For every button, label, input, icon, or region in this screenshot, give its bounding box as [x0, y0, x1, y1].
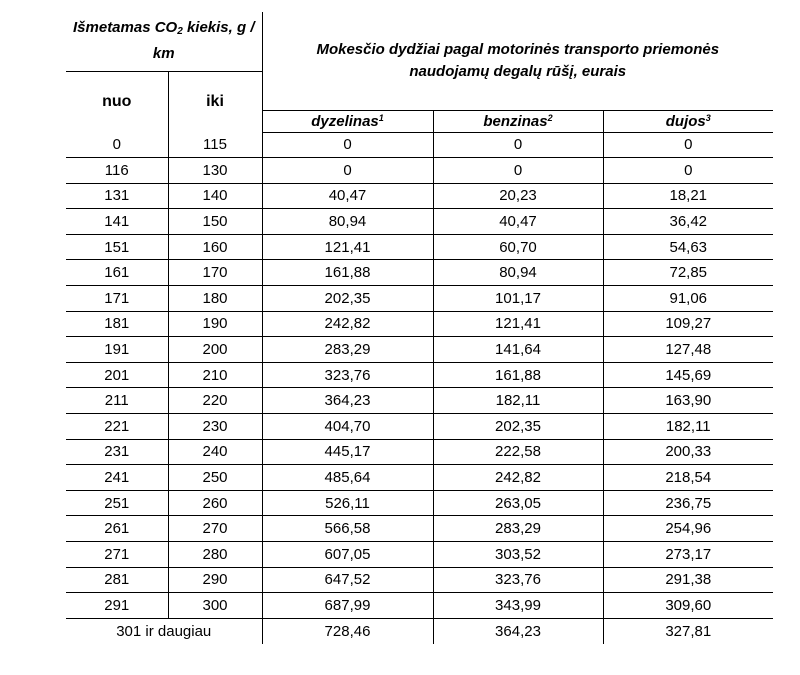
petrol-rate: 0	[433, 158, 603, 184]
table-row	[66, 286, 773, 312]
petrol-rate: 0	[433, 132, 603, 158]
range-to: 270	[168, 516, 262, 542]
tax-rates-title: Mokesčio dydžiai pagal motorinės transporto priemonės naudojamų degalų rūšį, eurais	[262, 12, 773, 110]
gas-rate: 145,69	[603, 362, 773, 388]
range-from: 116	[66, 158, 168, 184]
table-row	[66, 388, 773, 414]
petrol-rate: 242,82	[433, 465, 603, 491]
range-to: 210	[168, 362, 262, 388]
range-to: 300	[168, 593, 262, 619]
fuel-petrol: benzinas$^2$	[433, 110, 603, 132]
gas-rate: 200,33	[603, 439, 773, 465]
diesel-rate: 687,99	[262, 593, 433, 619]
petrol-rate: 263,05	[433, 490, 603, 516]
range-to: 220	[168, 388, 262, 414]
co2-tax-table	[66, 12, 773, 644]
petrol-rate: 283,29	[433, 516, 603, 542]
range-from: 171	[66, 286, 168, 312]
range-to: 180	[168, 286, 262, 312]
petrol-rate: 20,23	[433, 183, 603, 209]
table-footer	[66, 618, 773, 644]
diesel-rate: 566,58	[262, 516, 433, 542]
gas-rate: 254,96	[603, 516, 773, 542]
table-header	[66, 12, 773, 132]
range-to: 140	[168, 183, 262, 209]
range-from: 221	[66, 414, 168, 440]
diesel-rate: 80,94	[262, 209, 433, 235]
petrol-rate: 101,17	[433, 286, 603, 312]
diesel-rate: 202,35	[262, 286, 433, 312]
petrol-rate: 343,99	[433, 593, 603, 619]
range-from: 241	[66, 465, 168, 491]
gas-rate: 273,17	[603, 542, 773, 568]
table-row	[66, 362, 773, 388]
petrol-rate: 323,76	[433, 567, 603, 593]
last-row	[66, 618, 773, 644]
range-from: 181	[66, 311, 168, 337]
table-row	[66, 132, 773, 158]
gas-rate: 0	[603, 132, 773, 158]
gas-rate: 163,90	[603, 388, 773, 414]
gas-rate: 36,42	[603, 209, 773, 235]
gas-rate: 54,63	[603, 234, 773, 260]
range-from: 211	[66, 388, 168, 414]
table-row	[66, 516, 773, 542]
range-from: 271	[66, 542, 168, 568]
gas-rate: 127,48	[603, 337, 773, 363]
gas-rate: 72,85	[603, 260, 773, 286]
diesel-rate: 40,47	[262, 183, 433, 209]
table-row	[66, 311, 773, 337]
gas-rate: 218,54	[603, 465, 773, 491]
diesel-rate: 445,17	[262, 439, 433, 465]
range-from: 231	[66, 439, 168, 465]
range-from: 151	[66, 234, 168, 260]
range-to: 260	[168, 490, 262, 516]
table-row	[66, 183, 773, 209]
fuel-gas: dujos$^3$	[603, 110, 773, 132]
table-row	[66, 158, 773, 184]
range-to: 230	[168, 414, 262, 440]
range-from: 141	[66, 209, 168, 235]
range-to: 200	[168, 337, 262, 363]
gas-rate: 236,75	[603, 490, 773, 516]
range-from: 161	[66, 260, 168, 286]
fuel-diesel: dyzelinas$^1$	[262, 110, 433, 132]
from-label: nuo	[66, 71, 168, 132]
table-row	[66, 414, 773, 440]
range-to: 290	[168, 567, 262, 593]
last-diesel: 728,46	[262, 618, 433, 644]
diesel-rate: 242,82	[262, 311, 433, 337]
diesel-rate: 161,88	[262, 260, 433, 286]
range-to: 160	[168, 234, 262, 260]
table-row	[66, 234, 773, 260]
range-from: 201	[66, 362, 168, 388]
range-to: 190	[168, 311, 262, 337]
gas-rate: 91,06	[603, 286, 773, 312]
petrol-rate: 40,47	[433, 209, 603, 235]
table-row	[66, 209, 773, 235]
petrol-rate: 222,58	[433, 439, 603, 465]
diesel-rate: 526,11	[262, 490, 433, 516]
petrol-rate: 303,52	[433, 542, 603, 568]
range-to: 150	[168, 209, 262, 235]
range-to: 115	[168, 132, 262, 158]
range-from: 261	[66, 516, 168, 542]
gas-rate: 309,60	[603, 593, 773, 619]
range-from: 131	[66, 183, 168, 209]
range-from: 191	[66, 337, 168, 363]
range-to: 250	[168, 465, 262, 491]
range-to: 240	[168, 439, 262, 465]
table-row	[66, 490, 773, 516]
table-body	[66, 132, 773, 618]
to-label: iki	[168, 71, 262, 132]
range-to: 170	[168, 260, 262, 286]
table-row	[66, 567, 773, 593]
range-from: 251	[66, 490, 168, 516]
diesel-rate: 404,70	[262, 414, 433, 440]
last-petrol: 364,23	[433, 618, 603, 644]
range-to: 280	[168, 542, 262, 568]
diesel-rate: 607,05	[262, 542, 433, 568]
gas-rate: 0	[603, 158, 773, 184]
diesel-rate: 121,41	[262, 234, 433, 260]
diesel-rate: 364,23	[262, 388, 433, 414]
table-row	[66, 439, 773, 465]
emission-header: Išmetamas $CO_2$ kiekis, g / km	[66, 12, 262, 71]
table-row	[66, 593, 773, 619]
petrol-rate: 60,70	[433, 234, 603, 260]
petrol-rate: 141,64	[433, 337, 603, 363]
gas-rate: 109,27	[603, 311, 773, 337]
petrol-rate: 202,35	[433, 414, 603, 440]
table-row	[66, 542, 773, 568]
table-row	[66, 337, 773, 363]
range-from: 291	[66, 593, 168, 619]
range-from: 281	[66, 567, 168, 593]
gas-rate: 291,38	[603, 567, 773, 593]
petrol-rate: 121,41	[433, 311, 603, 337]
diesel-rate: 647,52	[262, 567, 433, 593]
petrol-rate: 80,94	[433, 260, 603, 286]
table-row	[66, 260, 773, 286]
diesel-rate: 323,76	[262, 362, 433, 388]
last-range: 301 ir daugiau	[66, 618, 262, 644]
table-row	[66, 465, 773, 491]
diesel-rate: 283,29	[262, 337, 433, 363]
gas-rate: 182,11	[603, 414, 773, 440]
range-to: 130	[168, 158, 262, 184]
gas-rate: 18,21	[603, 183, 773, 209]
last-gas: 327,81	[665, 623, 712, 641]
diesel-rate: 0	[262, 132, 433, 158]
range-from: 0	[66, 132, 168, 158]
diesel-rate: 485,64	[262, 465, 433, 491]
diesel-rate: 0	[262, 158, 433, 184]
petrol-rate: 161,88	[433, 362, 603, 388]
petrol-rate: 182,11	[433, 388, 603, 414]
